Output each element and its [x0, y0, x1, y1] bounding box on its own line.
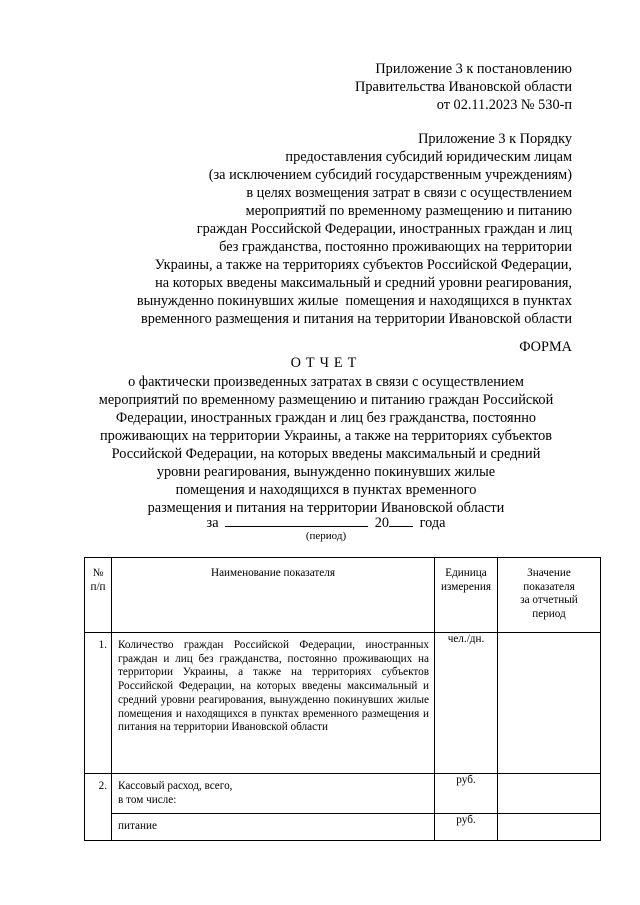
row-unit: руб.	[456, 814, 476, 827]
appendix-line: мероприятий по временному размещению и питанию	[245, 203, 572, 219]
row-name: Кассовый расход, всего,	[118, 780, 233, 792]
appendix-line: от 02.11.2023 № 530-п	[436, 97, 572, 113]
appendix-line: Украины, а также на территориях субъектов Российской Федерации,	[154, 257, 572, 273]
appendix-to-procedure	[137, 130, 572, 328]
row-num	[107, 817, 108, 823]
row-num-cell	[85, 774, 112, 814]
subtitle-line: уровни реагирования, вынужденно покинувших жилые	[156, 464, 496, 480]
appendix-line: временного размещения и питания на территории Ивановской области	[141, 311, 572, 327]
period-blank-field[interactable]	[225, 513, 368, 527]
row-unit-cell	[435, 633, 498, 774]
header-unit-line: измерения	[441, 580, 491, 593]
report-table	[84, 557, 601, 841]
row-value-cell[interactable]	[498, 774, 601, 814]
header-num-line: п/п	[90, 580, 106, 593]
table-header-row	[85, 558, 601, 633]
row-name: в том числе:	[118, 793, 177, 806]
period-caption: (период)	[305, 530, 347, 542]
row-num: 1.	[98, 639, 107, 651]
appendix-to-resolution	[355, 60, 572, 114]
row-num-cell	[85, 633, 112, 774]
appendix-line: Приложение 3 к Порядку	[418, 131, 572, 147]
header-value-line: Значение	[527, 567, 571, 579]
table-row	[85, 633, 601, 774]
row-name-cell	[112, 633, 435, 774]
header-value-line: период	[532, 608, 566, 621]
header-unit-line: Единица	[445, 567, 487, 579]
row-unit-cell	[435, 774, 498, 814]
year-blank-field[interactable]	[389, 513, 413, 527]
table-row	[85, 774, 601, 814]
header-value-line: за отчетный	[520, 594, 578, 607]
row-unit: чел./дн.	[447, 633, 485, 645]
row-value-cell[interactable]	[498, 633, 601, 774]
row-unit: руб.	[456, 774, 476, 786]
appendix-line: без гражданства, постоянно проживающих на территории	[219, 239, 572, 255]
period-suffix: года	[419, 515, 446, 531]
header-name-text: Наименование показателя	[211, 567, 335, 579]
appendix-line: предоставления субсидий юридическим лицам	[285, 149, 572, 165]
table-row	[85, 814, 601, 841]
header-num-line: №	[92, 567, 104, 579]
subtitle-line: проживающих на территории Украины, а также на территориях субъектов	[100, 428, 552, 444]
appendix-line: Правительства Ивановской области	[355, 79, 572, 95]
subtitle-line: о фактически произведенных затратах в связи с осуществлением	[128, 374, 524, 390]
appendix-line: вынужденно покинувших жилые помещения и находящихся в пунктах	[136, 293, 572, 309]
subtitle-line: мероприятий по временному размещению и питанию граждан Российской	[98, 392, 554, 408]
row-num-cell	[85, 814, 112, 841]
header-num	[85, 558, 112, 633]
row-name-cell	[112, 814, 435, 841]
form-label: ФОРМА	[519, 339, 572, 355]
appendix-line: в целях возмещения затрат в связи с осуществлением	[246, 185, 572, 201]
period-prefix: за	[206, 515, 219, 531]
appendix-line: Приложение 3 к постановлению	[375, 61, 572, 77]
header-name	[112, 558, 435, 633]
row-name-cell	[112, 774, 435, 814]
period-year-prefix: 20	[374, 515, 389, 531]
appendix-line: (за исключением субсидий государственным учреждениям)	[208, 167, 572, 183]
report-subtitle	[0, 373, 640, 517]
row-unit-cell	[435, 814, 498, 841]
row-name: Количество граждан Российской Федерации, иностранных граждан и лиц без гражданства, постоянно проживающих на территории Украины, а также на территориях субъектов Российской Федерации, на которых введены максимальный и средний уровни реагирования, вынужденно покинувших жилые помещения и находящихся в пунктах временного размещения и питания на территории Ивановской области	[118, 639, 429, 734]
row-name: питание	[118, 820, 157, 833]
subtitle-line: размещения и питания на территории Ивановской области	[147, 500, 505, 516]
appendix-line: на которых введены максимальный и средний уровни реагирования,	[155, 275, 572, 291]
report-title: ОТЧЕТ	[290, 355, 362, 371]
header-unit	[435, 558, 498, 633]
appendix-line: граждан Российской Федерации, иностранных граждан и лиц	[196, 221, 572, 237]
row-value-cell[interactable]	[498, 814, 601, 841]
header-value-line: показателя	[523, 580, 575, 593]
subtitle-line: помещения и находящихся в пунктах временного	[175, 482, 477, 498]
header-value	[498, 558, 601, 633]
subtitle-line: Российской Федерации, на которых введены максимальный и средний	[111, 446, 541, 462]
subtitle-line: Федерации, иностранных граждан и лиц без гражданства, постоянно	[115, 410, 537, 426]
row-num: 2.	[98, 780, 107, 792]
